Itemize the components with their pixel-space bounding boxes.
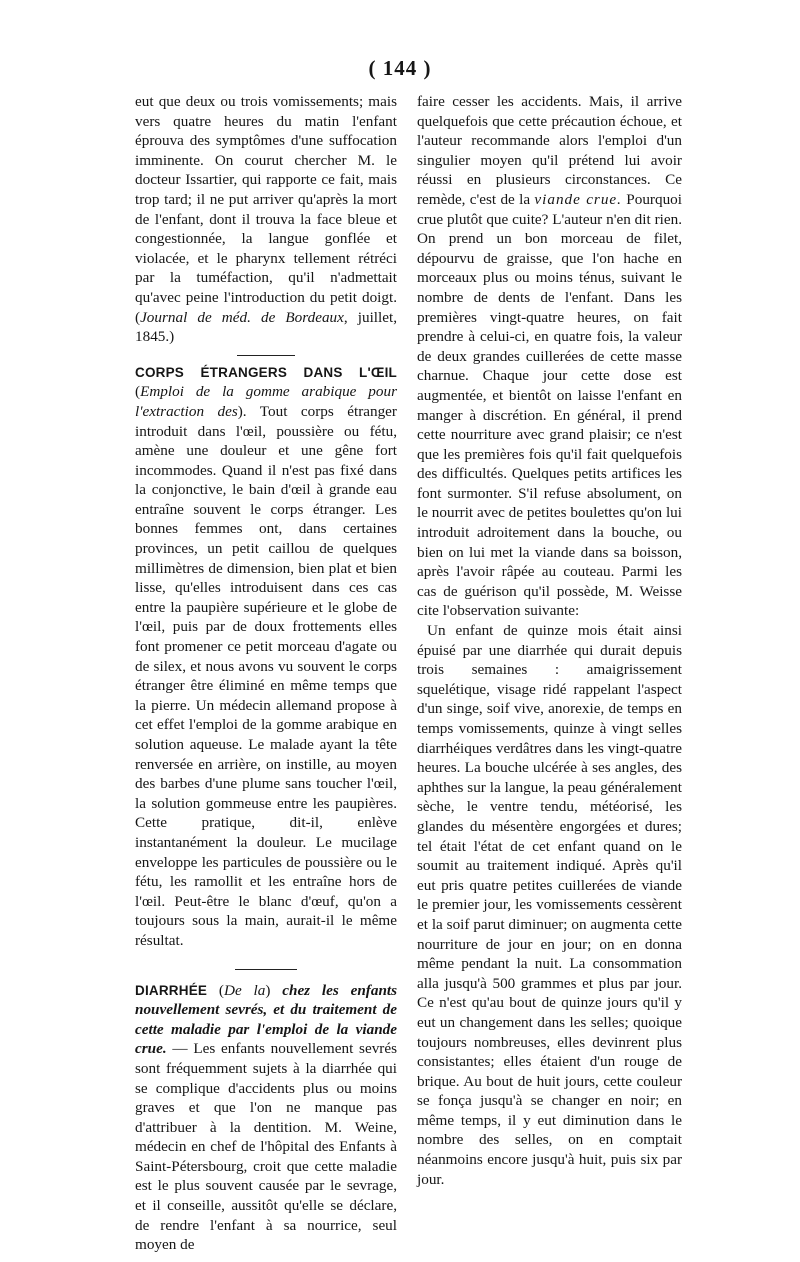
section-corps-etrangers [135,363,397,951]
subtitle-open: ( [135,383,141,401]
subtitle-close: ) [265,981,283,999]
paragraph: Un enfant de quinze mois était ainsi épuisé par une diarrhée qui durait depuis trois semaines : amaigrissement squelétique, visage ridé rappelant l'aspect d'un singe, soif vive, anorexie, de temps en temps vomissements, quinze à vingt selles diarrhéiques verdâtres dans les vingt-quatre heures. La bouche ulcérée à ses angles, des aphthes sur la langue, la peau généralement sèche, le ventre tendu, météorisé, les glandes du mésentère engorgées et dures; tel était l'état de cet enfant quand on le soumit au traitement indiqué. Après qu'il eut pris quatre petites cuillerées de viande le premier jour, les vomissements cessèrent et la soif parut diminuer; on augmenta cette nourriture de jour en jour; on en donna même pendant la nuit. La consommation alla jusqu'à 500 grammes et plus par jour. Ce n'est qu'au bout de quinze jours qu'il y eut un changement dans les selles; quoique toujours nombreuses, elles devinrent plus consistantes; elles étaient d'un rouge de brique. Au bout de huit jours, cette couleur se fonça jusqu'à se changer en noir; en même temps, il y eut diminution dans le nombre des selles, on en comptait néanmoins encore jusqu'à huit, puis six par jour. [417,622,682,1188]
section-subtitle: chez les enfants nouvellement sevrés, et du traitement de cette maladie par l'emploi de la viande crue. [135,981,398,1058]
paragraph-text: , juillet, 1845.) [135,308,397,346]
subtitle-open: ( [207,981,224,999]
paragraph-text: eut que deux ou trois vomissements; mais vers quatre heures du matin l'enfant éprouva des symptômes d'une suffocation imminente. On courut chercher M. le docteur Issartier, qui rapporte ce fait, mais trop tard; il ne put arriver qu'après la mort de l'enfant, dont il trouva la face bleue et congestionnée, la langue gonflée et violacée, et le pharynx tellement rétréci par la tuméfaction, qu'il n'admettait qu'avec peine l'introduction du petit doigt. ( [135,93,397,326]
section-body: Tout corps étranger introduit dans l'œil, poussière ou fétu, amène une douleur et une gêne fort incommodes. Quand il n'est pas fixé dans la conjonctive, le bain d'œil à grande eau entraîne souvent le corps étranger. Les bonnes femmes ont, dans certaines provinces, un petit caillou de quelques millimètres de dimension, bien plat et bien lisse, qu'elles introduisent dans ces cas entre la paupière supérieure et le globe de l'œil, puis par de doux frottements elles font promener ce petit morceau d'agate ou de silex, et nous avons vu souvent le corps étranger être éliminé en même temps que la pierre. Un médecin allemand propose à cet effet l'emploi de la gomme arabique en solution aqueuse. Le malade ayant la tête renversée en arrière, on instille, au moyen des barbes d'une plume sans toucher l'œil, la solution gommeuse entre les paupières. Cette pratique, dit-il, enlève instantanément la douleur. Le mucilage enveloppe les particules de poussière ou le fétu, les ramollit et les entraîne hors de l'œil. Peut-être le blanc d'œuf, qu'on a toujours sous la main, aurait-il le même résultat. [135,402,397,949]
section-title: DIARRHÉE [135,982,208,998]
section-divider [237,355,295,356]
section-subtitle: Emploi de la gomme arabique pour l'extraction des [135,383,397,420]
paragraph [417,92,682,621]
left-column [135,92,397,1255]
paragraph-continuation [135,92,397,347]
paragraph-text: Pourquoi crue plutôt que cuite? L'auteur n'en dit rien. On prend un bon morceau de filet, dépourvu de graisse, que l'on hache en morceaux plus ou moins ténus, suivant le nombre de dents de l'enfant. Dans les premières vingt-quatre heures, on fait prendre à celui-ci, en quatre fois, la valeur de deux grandes cuillerées de cette masse charnue. Chaque jour cette dose est augmentée, et bientôt on laisse l'enfant en manger à discrétion. En général, il prend cette nourriture avec grand plaisir; ce n'est que les premières fois qu'il fait quelquefois des difficultés. Quelques petits artifices les font surmonter. S'il refuse absolument, on le nourrit avec de petites boulettes qu'on lui introduit adroitement dans la bouche, ou bien on lui met la viande dans sa boisson, après l'avoir râpée au couteau. Parmi les cas de guérison qu'il possède, M. Weisse cite l'observation suivante: [417,190,682,620]
subtitle-close: ). [237,402,247,420]
section-diarrhee [135,981,397,1255]
section-title: CORPS ÉTRANGERS DANS L'ŒIL [135,364,397,380]
source-citation: Journal de méd. de Bordeaux [140,308,344,326]
section-subtitle: De la [224,981,266,999]
right-column [417,92,682,1189]
section-body: — Les enfants nouvellement sevrés sont fréquemment sujets à la diarrhée qui se complique d'accidents plus ou moins graves et que l'on ne manque pas d'attribuer à la dentition. M. Weine, médecin en chef de l'hôpital des Enfants à Saint-Pétersbourg, croit que cette maladie est le plus souvent causée par le sevrage, et il conseille, aussitôt qu'elle se déclare, de rendre l'enfant à sa nourrice, seul moyen de [135,1040,397,1254]
section-divider [235,969,297,970]
paragraph-text: faire cesser les accidents. Mais, il arrive quelquefois que cette précaution échoue, et l'auteur recommande alors l'emploi d'un singulier moyen qu'il prétend lui avoir réussi en plusieurs circonstances. Ce remède, c'est de la [417,93,682,208]
page-number: ( 144 ) [368,56,432,80]
emphasis: viande crue. [534,190,622,208]
